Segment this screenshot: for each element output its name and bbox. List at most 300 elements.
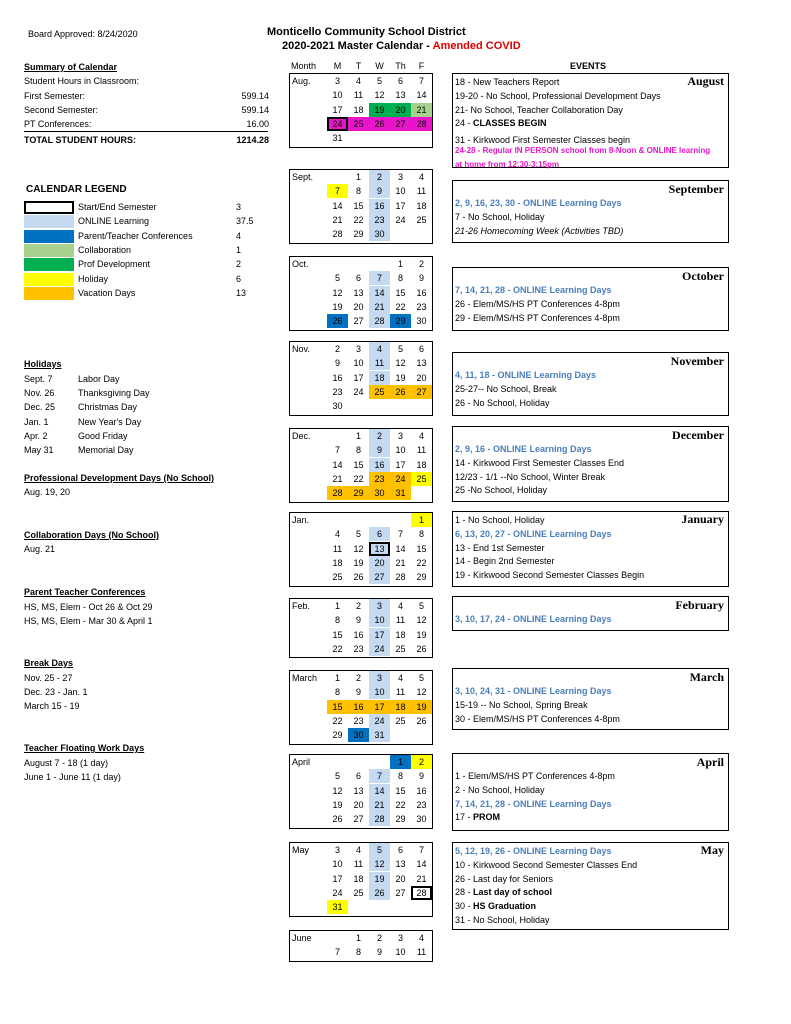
day-cell: 20: [416, 372, 427, 383]
day-cell: 3: [334, 845, 340, 855]
day-cell: 4: [334, 529, 340, 540]
day-cell: 26: [369, 117, 390, 131]
day-cell: 18: [353, 873, 364, 884]
day-cell: 14: [369, 784, 390, 798]
month-name: April: [292, 757, 311, 767]
day-cell: 30: [369, 486, 390, 500]
legend-swatch: [24, 230, 74, 243]
day-cell: 24: [332, 887, 343, 898]
day-cell: 20: [395, 873, 406, 884]
event-box: [452, 842, 729, 930]
legend-count: 4: [236, 230, 242, 241]
day-cell: 3: [369, 599, 390, 613]
break-row: March 15 - 19: [24, 701, 80, 711]
day-cell: 14: [395, 543, 406, 554]
floating-row: August 7 - 18 (1 day): [24, 758, 109, 768]
district-name: Monticello Community School District: [267, 26, 466, 38]
day-cell: 21: [369, 798, 390, 812]
day-cell: 16: [369, 458, 390, 472]
event-line: 18 - New Teachers Report: [455, 77, 560, 87]
event-line: 2, 9, 16 - ONLINE Learning Days: [455, 444, 592, 454]
event-line: 12/23 - 1/1 --No School, Winter Break: [455, 471, 606, 482]
event-day: 17 -: [455, 812, 474, 823]
day-cell: 28: [411, 886, 432, 900]
legend-label: Vacation Days: [78, 287, 136, 298]
page-title: [282, 40, 521, 52]
day-cell: 11: [395, 687, 406, 698]
day-cell: 5: [376, 76, 382, 86]
day-cell: 8: [355, 186, 361, 197]
event-line: 10 - Kirkwood Second Semester Classes End: [455, 859, 638, 870]
day-cell: 2: [334, 344, 340, 354]
event-month-title: November: [670, 354, 724, 368]
day-cell: 9: [334, 358, 340, 369]
day-cell: 14: [416, 859, 427, 870]
day-cell: 13: [353, 287, 364, 298]
break-row: Dec. 23 - Jan. 1: [24, 687, 88, 697]
event-day: 24 -: [455, 118, 474, 129]
legend-heading: CALENDAR LEGEND: [26, 184, 127, 195]
summary-label: TOTAL STUDENT HOURS:: [24, 135, 136, 145]
event-line: 7, 14, 21, 28 - ONLINE Learning Days: [455, 798, 612, 809]
holiday-row: [24, 415, 269, 429]
day-cell: 27: [411, 385, 432, 399]
day-cell: 8: [334, 615, 340, 626]
event-line: 14 - Kirkwood First Semester Classes End: [455, 457, 625, 468]
event-line: [455, 900, 536, 913]
day-cell: 22: [395, 799, 406, 810]
holiday-date: Nov. 26: [24, 388, 55, 399]
day-cell: 2: [418, 259, 424, 269]
summary-value: 599.14: [241, 91, 269, 101]
summary-row: [24, 89, 269, 103]
event-month-title: September: [668, 182, 724, 196]
day-cell: 12: [416, 687, 427, 698]
day-cell: 26: [369, 886, 390, 900]
day-cell: 23: [353, 715, 364, 726]
event-box: [452, 352, 729, 416]
day-cell: 6: [418, 344, 424, 354]
day-cell: 3: [397, 933, 403, 943]
day-cell: 17: [369, 628, 390, 642]
day-cell: 16: [348, 700, 369, 714]
day-header: M: [333, 61, 342, 71]
day-cell: 11: [353, 90, 364, 101]
floating-row: June 1 - June 11 (1 day): [24, 772, 121, 782]
day-cell: 13: [353, 785, 364, 796]
day-cell: 14: [332, 200, 343, 211]
day-cell: 1: [355, 431, 361, 441]
day-cell: 17: [369, 700, 390, 714]
month-name: Feb.: [292, 601, 311, 611]
event-line: 13 - End 1st Semester: [455, 542, 545, 553]
day-cell: 5: [334, 273, 340, 284]
day-cell: 20: [369, 556, 390, 570]
day-cell: 27: [395, 887, 406, 898]
event-month-title: May: [700, 843, 724, 857]
holiday-date: May 31: [24, 445, 54, 455]
day-cell: 3: [397, 431, 403, 441]
day-cell: 18: [353, 104, 364, 115]
day-cell: 13: [395, 90, 406, 101]
day-cell: 2: [369, 170, 390, 184]
legend-swatch: [24, 273, 74, 286]
day-cell: 30: [332, 401, 343, 412]
day-cell: 26: [416, 643, 427, 654]
legend-count: 3: [236, 202, 242, 212]
event-month-title: October: [682, 269, 724, 283]
day-cell: 12: [353, 543, 364, 554]
day-cell: 6: [397, 76, 403, 86]
day-cell: 4: [397, 601, 403, 611]
event-line: at home from 12:30-3:15pm: [455, 159, 560, 169]
holiday-row: [24, 429, 269, 443]
holiday-date: Dec. 25: [24, 402, 56, 413]
month-name: Dec.: [292, 431, 311, 441]
summary-value: 1214.28: [236, 135, 269, 145]
day-cell: 4: [355, 845, 361, 855]
day-cell: 15: [353, 200, 364, 211]
day-cell: 4: [355, 76, 361, 86]
event-line: 21-26 Homecoming Week (Activities TBD): [455, 225, 624, 236]
day-cell: 25: [369, 385, 390, 399]
event-box: [452, 753, 729, 831]
day-cell: 29: [395, 814, 406, 825]
event-line: [455, 811, 500, 824]
day-cell: 17: [395, 459, 406, 470]
event-box: [452, 267, 729, 331]
day-cell: 24: [327, 117, 348, 131]
day-cell: 28: [327, 486, 348, 500]
holiday-name: Labor Day: [78, 374, 120, 384]
legend-count: 6: [236, 273, 242, 284]
day-cell: 26: [416, 715, 427, 726]
holiday-name: New Year's Day: [78, 416, 142, 427]
day-cell: 23: [332, 386, 343, 397]
amended-label: Amended COVID: [432, 40, 521, 52]
month-name: Aug.: [292, 76, 311, 86]
legend-label: Holiday: [78, 273, 109, 284]
day-cell: 1: [397, 259, 403, 269]
event-month-title: December: [672, 428, 724, 442]
day-cell: 12: [369, 857, 390, 871]
day-cell: 6: [369, 527, 390, 541]
day-cell: 18: [395, 629, 406, 640]
day-cell: 9: [418, 771, 424, 782]
breaks-heading: Break Days: [24, 658, 74, 668]
day-cell: 27: [353, 814, 364, 825]
day-cell: 19: [353, 557, 364, 568]
event-line: 15-19 -- No School, Spring Break: [455, 699, 588, 710]
event-line: 1 - Elem/MS/HS PT Conferences 4-8pm: [455, 771, 615, 781]
day-header: Th: [395, 61, 406, 71]
day-cell: 9: [355, 687, 361, 698]
day-cell: 2: [369, 429, 390, 443]
event-line: 25 -No School, Holiday: [455, 485, 548, 496]
day-cell: 21: [332, 473, 343, 484]
holiday-row: [24, 372, 269, 386]
month-name: Oct.: [292, 259, 309, 269]
month-name: March: [292, 673, 318, 683]
month-name: June: [292, 933, 312, 943]
day-cell: 25: [395, 643, 406, 654]
holiday-row: [24, 386, 269, 400]
day-cell: 7: [327, 184, 348, 198]
day-cell: 10: [395, 445, 406, 456]
day-cell: 26: [353, 572, 364, 583]
day-cell: 29: [348, 486, 369, 500]
day-cell: 30: [416, 316, 427, 327]
month-name: May: [292, 845, 310, 855]
day-cell: 25: [411, 472, 432, 486]
day-cell: 29: [390, 314, 411, 328]
day-cell: 16: [416, 785, 427, 796]
day-cell: 7: [418, 845, 424, 855]
summary-row: [24, 133, 269, 147]
event-month-title: August: [687, 74, 724, 88]
day-cell: 19: [411, 700, 432, 714]
day-cell: 1: [355, 172, 361, 182]
day-cell: 24: [390, 472, 411, 486]
day-cell: 21: [395, 557, 406, 568]
day-cell: 30: [369, 227, 390, 241]
day-cell: 2: [355, 601, 361, 611]
event-line: 14 - Begin 2nd Semester: [455, 556, 555, 567]
event-line: 26 - Last day for Seniors: [455, 873, 554, 884]
day-cell: 3: [397, 172, 403, 182]
day-cell: 12: [332, 287, 343, 298]
day-cell: 16: [332, 372, 343, 383]
day-cell: 6: [397, 845, 403, 855]
day-cell: 23: [353, 643, 364, 654]
collab-heading: Collaboration Days (No School): [24, 530, 160, 540]
event-line: 2, 9, 16, 23, 30 - ONLINE Learning Days: [455, 198, 622, 208]
summary-value: 16.00: [246, 119, 269, 129]
day-cell: 9: [418, 273, 424, 284]
event-line: 19-20 - No School, Professional Development Days: [455, 90, 661, 101]
day-cell: 23: [369, 472, 390, 486]
summary-divider: [24, 131, 268, 132]
day-cell: 15: [332, 629, 343, 640]
month-col-header: Month: [291, 61, 317, 71]
holiday-name: Good Friday: [78, 430, 128, 441]
day-cell: 21: [332, 214, 343, 225]
month-name: Sept.: [292, 172, 314, 182]
day-cell: 10: [332, 859, 343, 870]
day-cell: 4: [397, 673, 403, 683]
event-line: 3, 10, 17, 24 - ONLINE Learning Days: [455, 614, 612, 624]
legend-label: Parent/Teacher Conferences: [78, 230, 193, 241]
day-cell: 22: [332, 715, 343, 726]
day-cell: 16: [353, 629, 364, 640]
day-cell: 19: [332, 301, 343, 312]
day-cell: 4: [369, 342, 390, 356]
day-cell: 10: [332, 90, 343, 101]
holiday-name: Christmas Day: [78, 402, 138, 413]
day-cell: 9: [369, 443, 390, 457]
legend-label: Start/End Semester: [78, 202, 157, 212]
day-header: F: [418, 61, 425, 71]
break-row: Nov. 25 - 27: [24, 673, 73, 683]
day-cell: 15: [395, 287, 406, 298]
legend-count: 37.5: [236, 216, 254, 227]
summary-label: First Semester:: [24, 91, 86, 101]
prof-dev-dates: Aug. 19, 20: [24, 487, 71, 497]
day-cell: 21: [416, 873, 427, 884]
holiday-date: Sept. 7: [24, 374, 53, 384]
day-cell: 18: [390, 700, 411, 714]
day-cell: 1: [390, 755, 411, 769]
event-line: [455, 886, 552, 899]
day-cell: 13: [416, 358, 427, 369]
legend-swatch: [24, 258, 74, 271]
left-column: [24, 60, 274, 820]
day-cell: 20: [390, 103, 411, 117]
day-cell: 22: [353, 473, 364, 484]
day-cell: 8: [355, 445, 361, 456]
day-cell: 8: [418, 529, 424, 540]
event-line: 7 - No School, Holiday: [455, 211, 545, 222]
day-cell: 25: [332, 572, 343, 583]
day-cell: 7: [418, 76, 424, 86]
day-cell: 7: [334, 445, 340, 456]
day-cell: 31: [390, 486, 411, 500]
day-cell: 28: [332, 229, 343, 240]
day-cell: 22: [416, 557, 427, 568]
legend-label: ONLINE Learning: [78, 216, 150, 227]
day-cell: 19: [369, 872, 390, 886]
day-cell: 28: [369, 314, 390, 328]
event-line: 26 - Elem/MS/HS PT Conferences 4-8pm: [455, 298, 620, 309]
day-cell: 30: [348, 728, 369, 742]
event-line: 5, 12, 19, 26 - ONLINE Learning Days: [455, 846, 612, 856]
day-cell: 20: [353, 799, 364, 810]
day-cell: 13: [395, 859, 406, 870]
day-cell: 25: [353, 887, 364, 898]
day-cell: 18: [369, 371, 390, 385]
day-cell: 22: [395, 301, 406, 312]
day-cell: 11: [416, 186, 427, 197]
day-cell: 28: [395, 572, 406, 583]
day-cell: 2: [355, 673, 361, 683]
day-cell: 12: [395, 358, 406, 369]
event-text-bold: CLASSES BEGIN: [473, 118, 547, 129]
day-cell: 18: [332, 557, 343, 568]
day-cell: 7: [369, 271, 390, 285]
day-cell: 17: [332, 104, 343, 115]
holiday-row: [24, 400, 269, 414]
day-cell: 29: [416, 572, 427, 583]
event-line: 1 - No School, Holiday: [455, 515, 545, 525]
day-cell: 1: [334, 601, 340, 611]
ptc-heading: Parent Teacher Conferences: [24, 587, 146, 597]
summary-label: Student Hours in Classroom:: [24, 76, 140, 86]
day-cell: 23: [369, 213, 390, 227]
day-cell: 6: [355, 273, 361, 284]
day-cell: 9: [369, 184, 390, 198]
day-cell: 8: [355, 947, 361, 958]
event-line: [455, 117, 547, 130]
event-box: [452, 668, 729, 730]
day-cell: 28: [369, 812, 390, 826]
legend-swatch: [24, 215, 74, 228]
day-cell: 8: [397, 771, 403, 782]
event-line: 31 - Kirkwood First Semester Classes begin: [455, 135, 631, 146]
event-month-title: January: [681, 512, 724, 526]
day-cell: 27: [369, 570, 390, 584]
day-cell: 26: [327, 314, 348, 328]
day-cell: 23: [416, 799, 427, 810]
day-cell: 4: [418, 933, 424, 943]
day-cell: 11: [369, 356, 390, 370]
day-cell: 4: [418, 431, 424, 441]
day-cell: 14: [416, 90, 427, 101]
day-cell: 21: [369, 300, 390, 314]
calendar-title: 2020-2021 Master Calendar -: [282, 40, 433, 52]
summary-value: 599.14: [241, 105, 269, 115]
day-cell: 10: [353, 358, 364, 369]
day-cell: 22: [332, 643, 343, 654]
floating-heading: Teacher Floating Work Days: [24, 743, 145, 753]
event-line: 2 - No School, Holiday: [455, 784, 545, 795]
day-cell: 25: [416, 214, 427, 225]
day-cell: 15: [353, 459, 364, 470]
summary-label: Second Semester:: [24, 105, 99, 115]
day-cell: 16: [416, 287, 427, 298]
month-name: Nov.: [292, 344, 310, 354]
legend-count: 1: [236, 244, 242, 255]
summary-row: [24, 103, 269, 117]
day-cell: 1: [411, 513, 432, 527]
event-line: 4, 11, 18 - ONLINE Learning Days: [455, 370, 597, 380]
day-cell: 23: [416, 301, 427, 312]
day-cell: 14: [369, 286, 390, 300]
day-cell: 24: [369, 642, 390, 656]
event-month-title: April: [696, 755, 724, 769]
collab-dates: Aug. 21: [24, 544, 56, 554]
event-text-bold: PROM: [473, 812, 501, 823]
board-approved: Board Approved: 8/24/2020: [28, 29, 138, 39]
event-line: 31 - No School, Holiday: [455, 915, 550, 925]
day-cell: 3: [355, 344, 361, 354]
day-cell: 17: [353, 372, 364, 383]
holiday-date: Apr. 2: [24, 430, 48, 441]
day-cell: 14: [332, 459, 343, 470]
event-month-title: February: [675, 598, 724, 612]
day-cell: 5: [397, 344, 403, 354]
day-cell: 11: [416, 947, 427, 958]
day-cell: 18: [416, 200, 427, 211]
day-cell: 24: [395, 214, 406, 225]
day-cell: 26: [390, 385, 411, 399]
day-cell: 11: [395, 615, 406, 626]
day-cell: 10: [369, 613, 390, 627]
day-cell: 19: [395, 372, 406, 383]
day-cell: 29: [353, 229, 364, 240]
day-cell: 12: [332, 785, 343, 796]
day-cell: 3: [369, 671, 390, 685]
event-line: 24-28 - Regular IN PERSON school from 8-Noon & ONLINE learning: [455, 146, 711, 155]
month-name: Jan.: [292, 515, 310, 525]
day-cell: 31: [327, 900, 348, 914]
day-cell: 1: [334, 673, 340, 683]
event-line: 3, 10, 24, 31 - ONLINE Learning Days: [455, 686, 612, 696]
ptc-row: HS, MS, Elem - Oct 26 & Oct 29: [24, 602, 153, 612]
day-cell: 12: [374, 90, 385, 101]
day-cell: 3: [334, 76, 340, 86]
event-line: 19 - Kirkwood Second Semester Classes Begin: [455, 570, 645, 581]
day-cell: 5: [334, 771, 340, 782]
